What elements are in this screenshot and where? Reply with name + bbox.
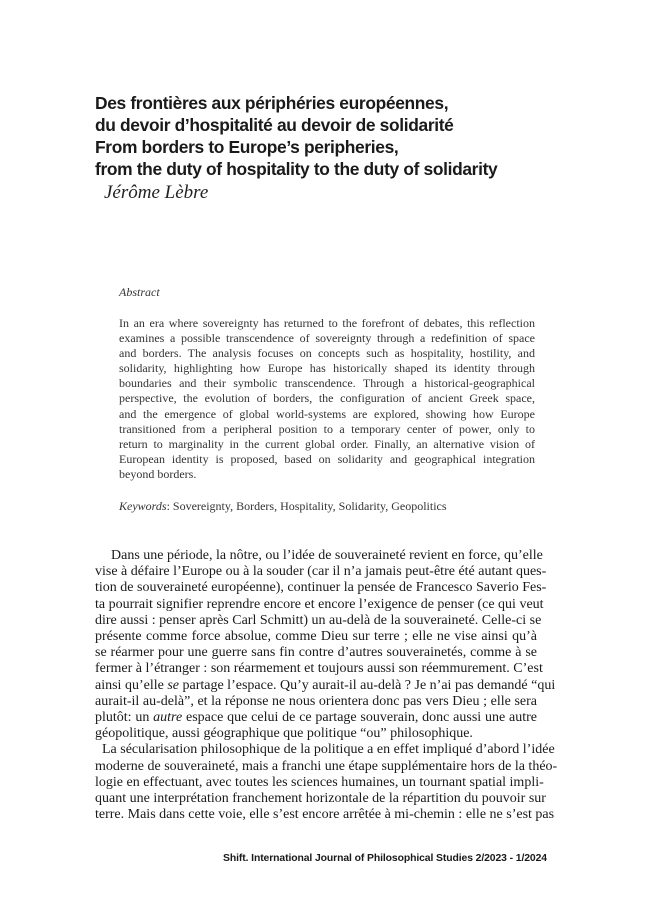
emphasis-text: se (167, 677, 179, 693)
text-run: se réarmer pour une guerre sans fin contre d’autres souverainetés, comme à se (95, 645, 537, 661)
text-run: vise à défaire l’Europe ou à la souder (car il n’a jamais peut-être été autant ques- (95, 564, 547, 580)
text-run: ainsi qu’elle (95, 677, 168, 693)
text-run: tion de souveraineté européenne), continuer la pensée de Francesco Saverio Fes- (95, 580, 547, 596)
text-run: géopolitique, aussi géographique que politique “ou” philosophique. (95, 726, 473, 742)
body-line (95, 548, 543, 564)
body-line (95, 791, 546, 807)
text-run: espace que celui de ce partage souverain, donc aussi une autre (182, 710, 537, 726)
abstract-line: European identity is proposed, based on solidarity and geographical integration (119, 451, 535, 466)
body-line (95, 774, 544, 791)
body-line (95, 694, 537, 710)
text-run: présente comme force absolue, comme Dieu sur terre ; elle ne vise ainsi qu’à (95, 629, 537, 645)
abstract-line: beyond borders. (119, 466, 197, 481)
text-run: logie en effectuant, avec toutes les sciences humaines, un tournant spatial impli- (95, 774, 544, 790)
body-line (95, 564, 547, 580)
body-line (95, 596, 544, 613)
abstract-line: In an era where sovereignty has returned to the forefront of debates, this reflection (119, 316, 535, 330)
body-line (95, 807, 555, 823)
body-line (95, 758, 558, 775)
body-line (95, 742, 555, 758)
body-line (95, 661, 543, 677)
text-run: plutôt: un (95, 710, 154, 726)
abstract-line: examines a possible transcendence of sovereignty through a redefinition of space (119, 331, 535, 346)
abstract-line: perspective, the evolution of borders, the configuration of ancient Greek space, (119, 391, 535, 406)
body-line (95, 710, 537, 726)
text-run: moderne de souveraineté, mais a franchi une étape supplémentaire hors de la théo- (95, 758, 558, 774)
keywords-label: Keywords (119, 499, 167, 513)
abstract-text (119, 316, 535, 482)
body-line (95, 645, 537, 661)
abstract-line: solidarity, highlighting how Europe has historically shaped its identity through (119, 361, 535, 376)
abstract-line: and the emergence of global world-systems are explored, showing how Europe (119, 406, 535, 421)
abstract-line: and borders. The analysis focuses on concepts such as hospitality, hostility, and (119, 346, 535, 361)
text-run: terre. Mais dans cette voie, elle s’est encore arrêtée à mi-chemin : elle ne s’est pas (95, 807, 555, 823)
body-line (95, 677, 556, 694)
abstract-line: return to marginality in the current global order. Finally, an alternative vision of (119, 436, 535, 451)
abstract-heading: Abstract (119, 285, 160, 299)
text-run: ta pourrait signifier reprendre encore et encore l’exigence de penser (ce qui veut (95, 596, 544, 612)
text-run: La sécularisation philosophique de la politique a en effet impliqué d’abord l’idée (102, 742, 555, 758)
article-title-block (95, 92, 615, 204)
author-name: Jérôme Lèbre (104, 182, 209, 203)
text-run: quant une interprétation franchement horizontale de la répartition du pouvoir sur (95, 791, 546, 807)
keywords-list: : Sovereignty, Borders, Hospitality, Solidarity, Geopolitics (166, 499, 447, 513)
body-line (95, 612, 542, 629)
body-line (95, 629, 537, 645)
text-run: partage l’espace. Qu’y aurait-il au-delà ? Je n’ai pas demandé “qui (178, 677, 556, 693)
body-line (95, 726, 537, 742)
journal-footer: Shift. International Journal of Philosophical Studies 2/2023 - 1/2024 (223, 853, 547, 864)
text-run: fermer à l’étranger : son réarmement et toujours aussi son réemmurement. C’est (95, 661, 543, 677)
emphasis-text: autre (153, 710, 183, 726)
abstract-line: transitioned from a peripheral position to a temporary center of power, only to (119, 421, 535, 436)
text-run: aurait-il au-delà”, et la réponse ne nous orientera donc pas vers Dieu ; elle sera (95, 693, 537, 709)
article-title-line: From borders to Europe’s peripheries, (95, 137, 399, 157)
text-run: Dans une période, la nôtre, ou l’idée de souveraineté revient en force, qu’elle (111, 548, 543, 563)
article-title-line: du devoir d’hospitalité au devoir de solidarité (95, 115, 454, 135)
keywords (119, 499, 447, 514)
text-run: dire aussi : penser après Carl Schmitt) un au-delà de la souveraineté. Celle-ci se (95, 612, 542, 628)
article-title-line: Des frontières aux périphéries européennes, (95, 93, 449, 113)
article-title-line: from the duty of hospitality to the duty of solidarity (95, 159, 498, 179)
body-line (95, 580, 547, 596)
body-text (95, 548, 558, 823)
abstract-line: boundaries and their symbolic transcendence. Through a historical-geographical (119, 376, 535, 391)
